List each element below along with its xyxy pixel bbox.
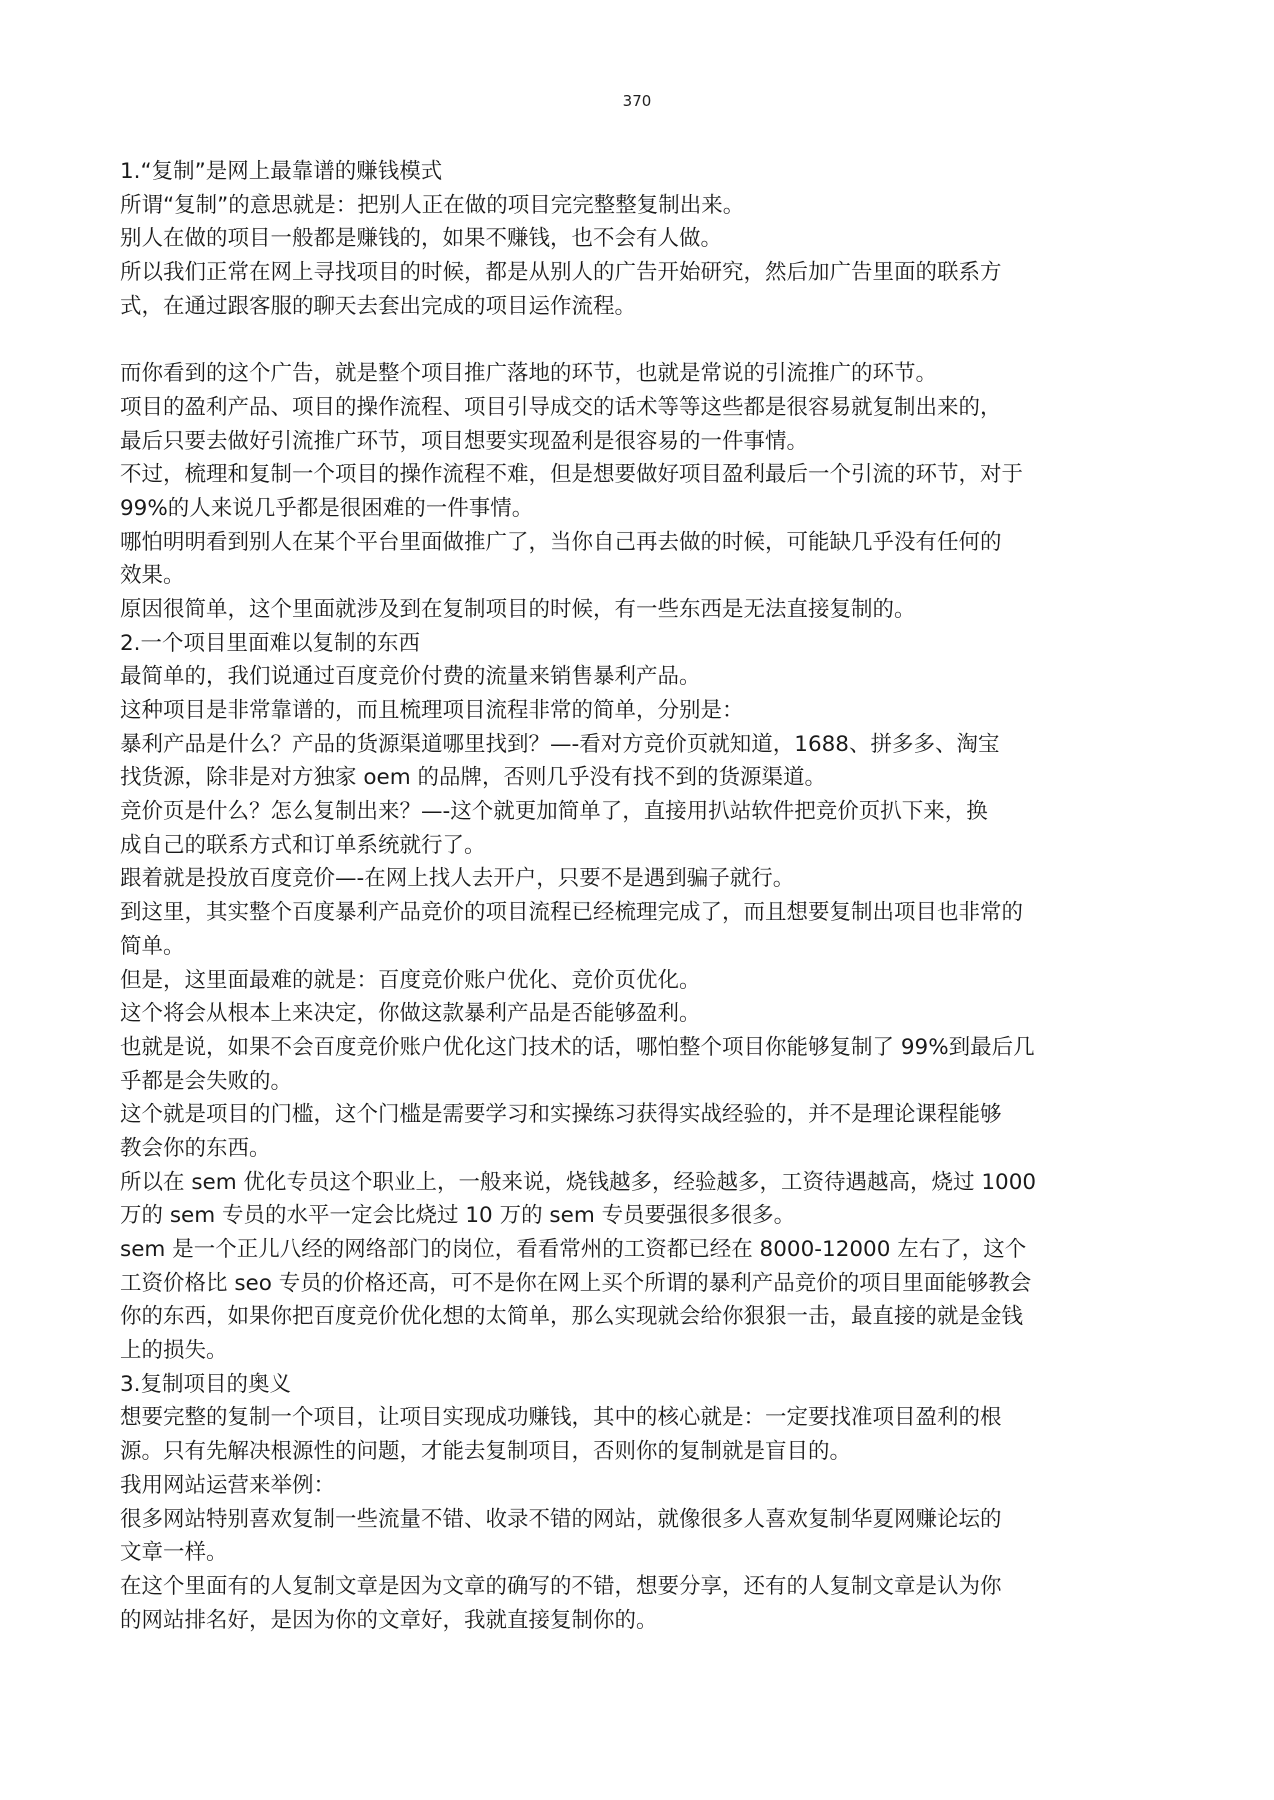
- text-line: 但是，这里面最难的就是：百度竞价账户优化、竞价页优化。: [120, 967, 701, 993]
- text-line: 而你看到的这个广告，就是整个项目推广落地的环节，也就是常说的引流推广的环节。: [120, 361, 938, 387]
- text-line: 3.复制项目的奥义: [120, 1371, 292, 1397]
- text-line: 这个就是项目的门槛，这个门槛是需要学习和实操练习获得实战经验的，并不是理论课程能够: [120, 1102, 1002, 1128]
- text-line: 不过，梳理和复制一个项目的操作流程不难，但是想要做好项目盈利最后一个引流的环节，对于: [120, 462, 1024, 488]
- text-line: 所以我们正常在网上寻找项目的时候，都是从别人的广告开始研究，然后加广告里面的联系方: [120, 260, 1002, 286]
- text-line: sem 是一个正儿八经的网络部门的岗位，看看常州的工资都已经在 8000-12000 左右了，这个: [120, 1237, 1027, 1262]
- text-line: 上的损失。: [120, 1338, 228, 1364]
- document-body: [120, 155, 1170, 1637]
- text-line: 到这里，其实整个百度暴利产品竞价的项目流程已经梳理完成了，而且想要复制出项目也非常的: [120, 900, 1024, 926]
- text-line: 这种项目是非常靠谱的，而且梳理项目流程非常的简单，分别是：: [120, 698, 744, 723]
- text-line: 你的东西，如果你把百度竞价优化想的太简单，那么实现就会给你狠狠一击，最直接的就是金钱: [120, 1304, 1024, 1330]
- text-line: 项目的盈利产品、项目的操作流程、项目引导成交的话术等等这些都是很容易就复制出来的，: [120, 394, 1002, 420]
- text-line: 万的 sem 专员的水平一定会比烧过 10 万的 sem 专员要强很多很多。: [120, 1203, 796, 1229]
- text-line: 简单。: [120, 933, 185, 959]
- text-line: 跟着就是投放百度竞价—-在网上找人去开户，只要不是遇到骗子就行。: [120, 866, 795, 892]
- text-line: 我用网站运营来举例：: [120, 1472, 336, 1498]
- text-line: 99%的人来说几乎都是很困难的一件事情。: [120, 495, 534, 521]
- text-line: 效果。: [120, 563, 185, 589]
- text-line: 成自己的联系方式和订单系统就行了。: [120, 832, 486, 858]
- text-line: 哪怕明明看到别人在某个平台里面做推广了，当你自己再去做的时候，可能缺几乎没有任何的: [120, 529, 1002, 555]
- text-line: 所以在 sem 优化专员这个职业上，一般来说，烧钱越多，经验越多，工资待遇越高，烧过 1000: [120, 1169, 1037, 1195]
- text-line: 1.“复制”是网上最靠谱的赚钱模式: [120, 159, 443, 184]
- text-line: 文章一样。: [120, 1540, 228, 1566]
- text-line: 所谓“复制”的意思就是：把别人正在做的项目完完整整复制出来。: [120, 192, 745, 218]
- text-line: 别人在做的项目一般都是赚钱的，如果不赚钱，也不会有人做。: [120, 226, 723, 252]
- text-line: 找货源，除非是对方独家 oem 的品牌，否则几乎没有找不到的货源渠道。: [120, 765, 826, 791]
- text-line: 教会你的东西。: [120, 1135, 271, 1161]
- text-line: 想要完整的复制一个项目，让项目实现成功赚钱，其中的核心就是：一定要找准项目盈利的根: [120, 1405, 1002, 1431]
- text-line: 暴利产品是什么？产品的货源渠道哪里找到？—-看对方竞价页就知道，1688、拼多多、淘宝: [120, 731, 1000, 757]
- text-line: 最简单的，我们说通过百度竞价付费的流量来销售暴利产品。: [120, 664, 701, 690]
- text-line: 式，在通过跟客服的聊天去套出完成的项目运作流程。: [120, 293, 637, 319]
- text-line: 的网站排名好，是因为你的文章好，我就直接复制你的。: [120, 1607, 658, 1633]
- text-line: 2.一个项目里面难以复制的东西: [120, 630, 421, 656]
- text-line: 源。只有先解决根源性的问题，才能去复制项目，否则你的复制就是盲目的。: [120, 1439, 852, 1465]
- text-line: 很多网站特别喜欢复制一些流量不错、收录不错的网站，就像很多人喜欢复制华夏网赚论坛的: [120, 1506, 1002, 1532]
- text-line: 最后只要去做好引流推广环节，项目想要实现盈利是很容易的一件事情。: [120, 428, 809, 454]
- blank-line: [120, 323, 1170, 357]
- text-line: 也就是说，如果不会百度竞价账户优化这门技术的话，哪怕整个项目你能够复制了 99%到最后几: [120, 1034, 1035, 1060]
- text-line: 竞价页是什么？怎么复制出来？—-这个就更加简单了，直接用扒站软件把竞价页扒下来，换: [120, 799, 988, 825]
- text-line: 乎都是会失败的。: [120, 1068, 293, 1094]
- text-line: 在这个里面有的人复制文章是因为文章的确写的不错，想要分享，还有的人复制文章是认为你: [120, 1573, 1002, 1599]
- text-line: 工资价格比 seo 专员的价格还高，可不是你在网上买个所谓的暴利产品竞价的项目里面能够教会: [120, 1270, 1032, 1296]
- page-number: 370: [622, 92, 652, 110]
- text-line: 这个将会从根本上来决定，你做这款暴利产品是否能够盈利。: [120, 1001, 701, 1027]
- text-line: 原因很简单，这个里面就涉及到在复制项目的时候，有一些东西是无法直接复制的。: [120, 596, 916, 622]
